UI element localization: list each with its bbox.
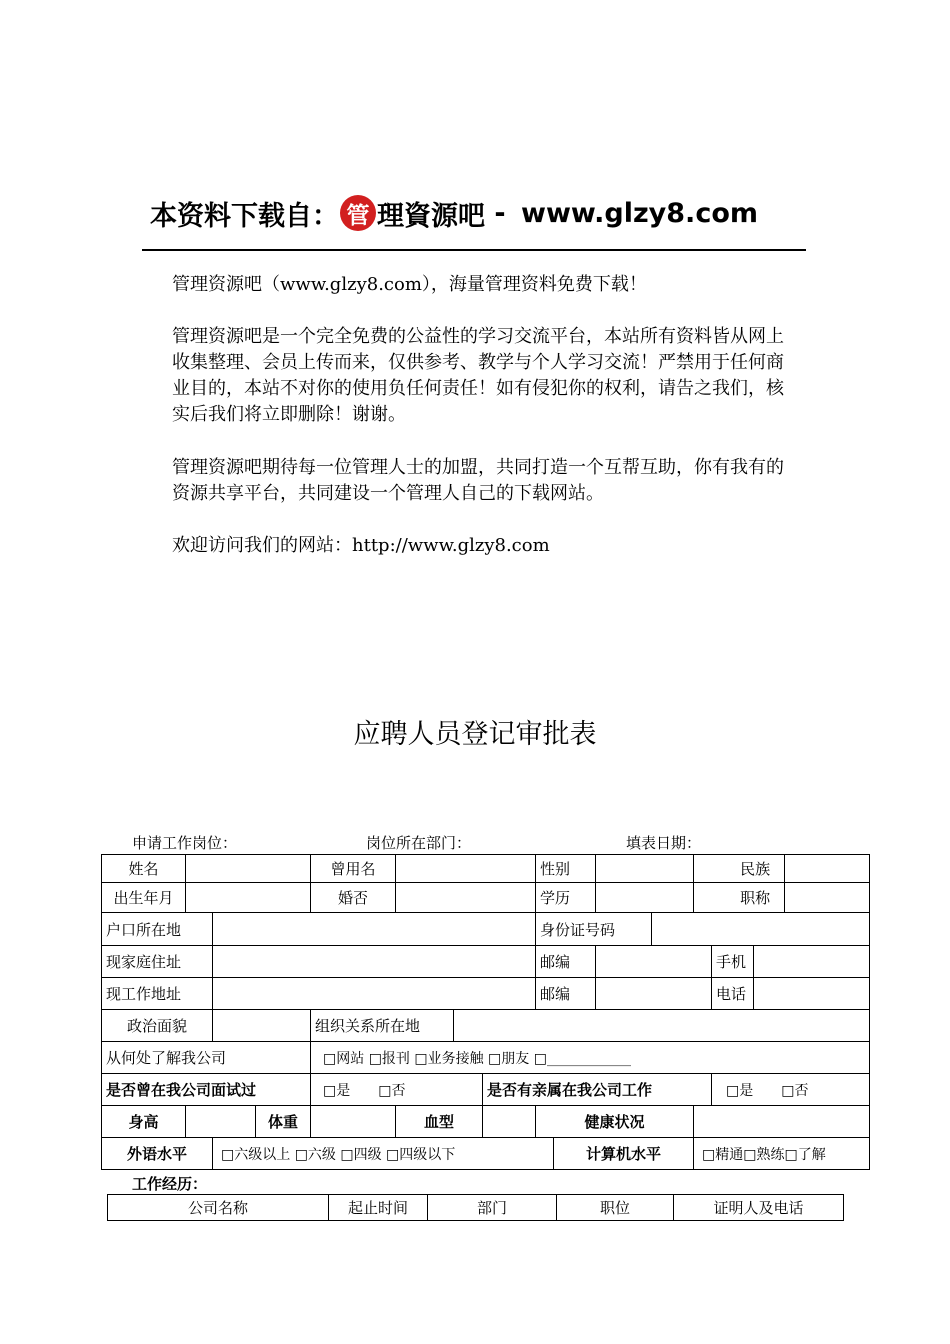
hukou-field[interactable]	[213, 913, 536, 946]
table-row	[102, 913, 870, 946]
relatives-label: 是否有亲属在我公司工作	[483, 1074, 712, 1106]
ethnicity-field[interactable]	[785, 855, 870, 883]
political-field[interactable]	[213, 1010, 311, 1042]
site-logo-icon: 管	[340, 195, 376, 231]
marital-label: 婚否	[311, 883, 396, 913]
table-row	[102, 883, 870, 913]
zip-field-2[interactable]	[596, 978, 712, 1010]
gender-label: 性别	[536, 855, 596, 883]
marital-field[interactable]	[396, 883, 536, 913]
blood-label: 血型	[396, 1106, 483, 1138]
work-history-label: 工作经历：	[132, 1176, 208, 1193]
computer-label: 计算机水平	[554, 1138, 694, 1170]
zip-field-1[interactable]	[596, 946, 712, 978]
table-row	[102, 978, 870, 1010]
source-label: 从何处了解我公司	[102, 1042, 311, 1074]
title-field[interactable]	[785, 883, 870, 913]
computer-options[interactable]: □精通□熟练□了解	[694, 1138, 870, 1170]
relatives-options[interactable]: □是 □否	[712, 1074, 870, 1106]
birth-label: 出生年月	[102, 883, 186, 913]
height-label: 身高	[102, 1106, 186, 1138]
column-header-position: 职位	[557, 1195, 674, 1221]
column-header-company: 公司名称	[108, 1195, 329, 1221]
interviewed-label: 是否曾在我公司面试过	[102, 1074, 311, 1106]
weight-label: 体重	[256, 1106, 311, 1138]
phone-field[interactable]	[754, 978, 870, 1010]
banner-url[interactable]: www.glzy8.com	[521, 197, 759, 229]
source-banner	[150, 190, 790, 236]
blood-field[interactable]	[483, 1106, 536, 1138]
home-address-label: 现家庭住址	[102, 946, 213, 978]
title-label: 职称	[694, 883, 785, 913]
gender-field[interactable]	[596, 855, 694, 883]
intro-line-1: 管理资源吧（www.glzy8.com），海量管理资料免费下载！	[172, 274, 647, 295]
intro-line-4: 欢迎访问我们的网站：http://www.glzy8.com	[172, 535, 550, 556]
banner-site-name: 理資源吧	[377, 200, 485, 232]
table-row	[102, 1010, 870, 1042]
table-row	[102, 1106, 870, 1138]
table-header-row	[108, 1195, 844, 1221]
org-label: 组织关系所在地	[311, 1010, 454, 1042]
name-field[interactable]	[186, 855, 311, 883]
mobile-field[interactable]	[754, 946, 870, 978]
banner-separator: -	[485, 197, 516, 229]
health-label: 健康状况	[536, 1106, 694, 1138]
name-label: 姓名	[102, 855, 186, 883]
education-label: 学历	[536, 883, 596, 913]
political-label: 政治面貌	[102, 1010, 213, 1042]
former-name-label: 曾用名	[311, 855, 396, 883]
hukou-label: 户口所在地	[102, 913, 213, 946]
meta-dept: 岗位所在部门：	[366, 835, 472, 852]
table-row	[102, 946, 870, 978]
work-address-field[interactable]	[213, 978, 536, 1010]
former-name-field[interactable]	[396, 855, 536, 883]
column-header-reference: 证明人及电话	[674, 1195, 844, 1221]
home-address-field[interactable]	[213, 946, 536, 978]
meta-position: 申请工作岗位：	[132, 835, 238, 852]
meta-date: 填表日期：	[626, 835, 702, 852]
work-address-label: 现工作地址	[102, 978, 213, 1010]
id-no-field[interactable]	[652, 913, 870, 946]
table-row	[102, 1042, 870, 1074]
registration-table	[101, 854, 870, 1170]
banner-prefix: 本资料下载自：	[150, 200, 339, 232]
zip-label-1: 邮编	[536, 946, 596, 978]
intro-paragraph-3: 管理资源吧期待每一位管理人士的加盟，共同打造一个互帮互助，你有我有的资源共享平台，共同建设一个管理人自己的下载网站。	[172, 457, 784, 504]
birth-field[interactable]	[186, 883, 311, 913]
health-field[interactable]	[694, 1106, 870, 1138]
work-history-table	[107, 1194, 844, 1221]
table-row	[102, 1074, 870, 1106]
interviewed-options[interactable]: □是 □否	[311, 1074, 483, 1106]
ethnicity-label: 民族	[694, 855, 785, 883]
banner-divider	[142, 249, 806, 251]
height-field[interactable]	[186, 1106, 256, 1138]
source-options[interactable]: □网站 □报刊 □业务接触 □朋友 □____________	[311, 1042, 870, 1074]
form-title: 应聘人员登记审批表	[353, 719, 597, 750]
phone-label: 电话	[712, 978, 754, 1010]
table-row	[102, 1138, 870, 1170]
weight-field[interactable]	[311, 1106, 396, 1138]
column-header-period: 起止时间	[329, 1195, 428, 1221]
intro-paragraph-2: 管理资源吧是一个完全免费的公益性的学习交流平台，本站所有资料皆从网上收集整理、会员上传而来，仅供参考、教学与个人学习交流！严禁用于任何商业目的，本站不对你的使用负任何责任！如有侵犯你的权利，请告之我们，核实后我们将立即删除！谢谢。	[172, 326, 784, 425]
table-row	[102, 855, 870, 883]
language-label: 外语水平	[102, 1138, 213, 1170]
zip-label-2: 邮编	[536, 978, 596, 1010]
mobile-label: 手机	[712, 946, 754, 978]
org-field[interactable]	[454, 1010, 870, 1042]
language-options[interactable]: □六级以上 □六级 □四级 □四级以下	[213, 1138, 554, 1170]
education-field[interactable]	[596, 883, 694, 913]
id-no-label: 身份证号码	[536, 913, 652, 946]
column-header-dept: 部门	[428, 1195, 557, 1221]
